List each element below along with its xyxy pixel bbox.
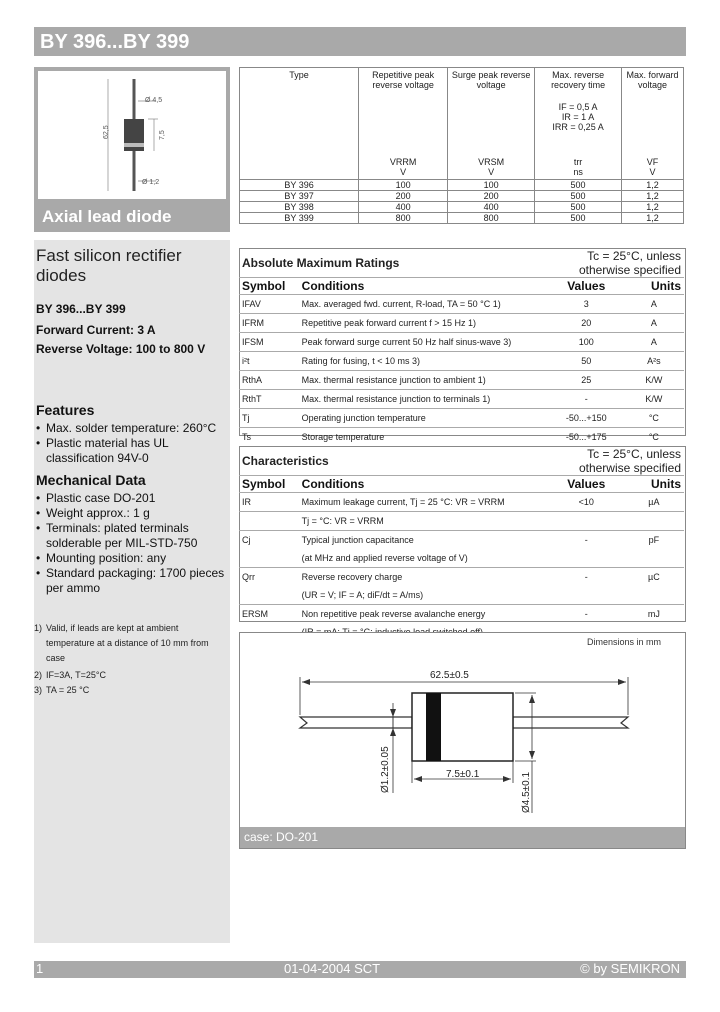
table-row: Qrr Reverse recovery charge - µC xyxy=(242,572,660,582)
table-row: IFRM Repetitive peak forward current f > 15 Hz 1) 20 A xyxy=(239,314,684,333)
product-image-box xyxy=(34,67,230,232)
list-item: • Max. solder temperature: 260°C xyxy=(46,421,236,436)
diode-dimension-icon xyxy=(240,633,685,828)
dim-total-length: 62,5 xyxy=(103,125,110,139)
image-caption: Axial lead diode xyxy=(42,207,172,226)
part-range: BY 396...BY 399 xyxy=(36,302,126,316)
features-title: Features xyxy=(36,402,95,418)
table-row: Tj Operating junction temperature -50...+150 °C xyxy=(239,409,684,428)
table-row: i²t Rating for fusing, t < 10 ms 3) 50 A²s xyxy=(239,352,684,371)
footnote-num: 2) xyxy=(34,670,43,680)
dim-body-diameter: Ø 4,5 xyxy=(145,97,163,104)
vrrm-header: Repetitive peak reverse voltage VRRM V xyxy=(359,68,448,180)
list-item: • Mounting position: any xyxy=(46,551,236,566)
page-number: 1 xyxy=(36,961,44,976)
abs-max-title: Absolute Maximum Ratings xyxy=(239,249,549,278)
list-item: • Plastic material has UL classification 94V-0 xyxy=(46,436,236,466)
body-length-label: 7.5±0.1 xyxy=(446,769,480,780)
type-table xyxy=(239,67,684,224)
table-row: ERSM Non repetitive peak reverse avalanche energy - mJ xyxy=(242,609,660,619)
reverse-voltage: Reverse Voltage: 100 to 800 V xyxy=(36,342,206,356)
table-row: BY 396 100 100 500 1,2 xyxy=(240,180,684,191)
header-bar xyxy=(34,27,686,56)
vrsm-header: Surge peak reverse voltage VRSM V xyxy=(448,68,535,180)
table-row: (at MHz and applied reverse voltage of V) xyxy=(239,549,684,568)
mechanical-title: Mechanical Data xyxy=(36,472,146,488)
abs-max-table: Absolute Maximum Ratings Tc = 25°C, unless otherwise specified Symbol Conditions Values Units IFAV Max. averaged fwd. current, R-load, TA = 50 °C 1) 3 A IFRM Repetitive peak forward current f > 15 Hz 1) 20 A IFSM Peak forward surge current 50 Hz half sinus-wave 3) 100 A i²t Rating for fusing, t < 10 ms 3) 50 A²s RthA Max. thermal resistance junction to ambient 1) 25 K/W RthT Max. thermal resistance junction to terminals 1) - K/W Tj Operating junction temperature -50...+150 °C Ts Storage temperature -50...+175 °C xyxy=(239,249,684,446)
list-item: • Standard packaging: 1700 pieces per ammo xyxy=(46,566,236,596)
abs-max-condition: Tc = 25°C, unless otherwise specified xyxy=(549,249,684,278)
features-list xyxy=(34,421,236,466)
product-subtitle: Fast silicon rectifier diodes xyxy=(36,246,182,285)
table-row: (UR = V; IF = A; diF/dt = A/ms) xyxy=(239,586,684,605)
characteristics-table: Characteristics Tc = 25°C, unless otherwise specified Symbol Conditions Values Units IR Maximum leakage current, Tj = 25 °C: VR = VRRM <10 µA Tj = °C: VR = VRRM Cj Typical junction capacitance - pF (at MHz and applied reverse voltage of V) Qrr Reverse recovery charge - µC (UR = V; IF = A; diF/dt = A/ms) ERSM Non repetitive peak reverse avalanche energy - mJ xyxy=(239,447,684,641)
dimension-drawing xyxy=(239,632,686,849)
list-item: • Terminals: plated terminals solderable per MIL-STD-750 xyxy=(46,521,236,551)
diode-drawing xyxy=(38,71,226,199)
lead-diameter-label: Ø1.2±0.05 xyxy=(380,746,391,793)
mechanical-list xyxy=(34,491,236,596)
footnote-text: TA = 25 °C xyxy=(46,685,90,695)
list-item: • Weight approx.: 1 g xyxy=(46,506,236,521)
table-row: IFAV Max. averaged fwd. current, R-load, TA = 50 °C 1) 3 A xyxy=(239,295,684,314)
table-row: Cj Typical junction capacitance - pF xyxy=(242,535,660,545)
dimensions-label: Dimensions in mm xyxy=(586,637,661,647)
footnote-num: 1) xyxy=(34,623,43,633)
table-row: BY 397 200 200 500 1,2 xyxy=(240,191,684,202)
footer-copyright: © by SEMIKRON xyxy=(580,961,680,976)
case-label: case: DO-201 xyxy=(244,830,319,844)
footer-date: 01-04-2004 SCT xyxy=(284,961,381,976)
type-header: Type xyxy=(240,68,359,180)
table-row: Ts Storage temperature -50...+175 °C xyxy=(242,432,659,442)
footnote-num: 3) xyxy=(34,685,43,695)
list-item: • Plastic case DO-201 xyxy=(46,491,236,506)
page-title: BY 396...BY 399 xyxy=(40,31,190,53)
table-row: RthA Max. thermal resistance junction to ambient 1) 25 K/W xyxy=(239,371,684,390)
table-row: RthT Max. thermal resistance junction to terminals 1) - K/W xyxy=(239,390,684,409)
dim-body-length: 7,5 xyxy=(159,130,166,140)
body-diameter-label: Ø4.5±0.1 xyxy=(521,771,532,813)
left-column xyxy=(34,240,230,943)
footnote-text: IF=3A, T=25°C xyxy=(46,670,106,680)
trr-header: Max. reverse recovery time IF = 0,5 A IR = 1 A IRR = 0,25 A trr ns xyxy=(535,68,622,180)
axial-diode-icon xyxy=(38,71,226,199)
characteristics-title: Characteristics xyxy=(239,447,549,476)
footnote-text: Valid, if leads are kept at ambient temperature at a distance of 10 mm from case xyxy=(46,623,209,663)
table-row: BY 399 800 800 500 1,2 xyxy=(240,213,684,224)
table-row: BY 398 400 400 500 1,2 xyxy=(240,202,684,213)
dim-lead-diameter: Ø 1,2 xyxy=(142,179,160,186)
case-bar xyxy=(240,827,685,848)
footer-bar xyxy=(34,961,686,978)
table-row: Tj = °C: VR = VRRM xyxy=(239,512,684,531)
table-row: IFSM Peak forward surge current 50 Hz half sinus-wave 3) 100 A xyxy=(239,333,684,352)
characteristics-condition: Tc = 25°C, unless otherwise specified xyxy=(549,447,684,476)
forward-current: Forward Current: 3 A xyxy=(36,323,156,337)
table-row: IR Maximum leakage current, Tj = 25 °C: VR = VRRM <10 µA xyxy=(239,493,684,512)
vf-header: Max. forward voltage VF V xyxy=(622,68,684,180)
total-length-label: 62.5±0.5 xyxy=(430,670,469,681)
